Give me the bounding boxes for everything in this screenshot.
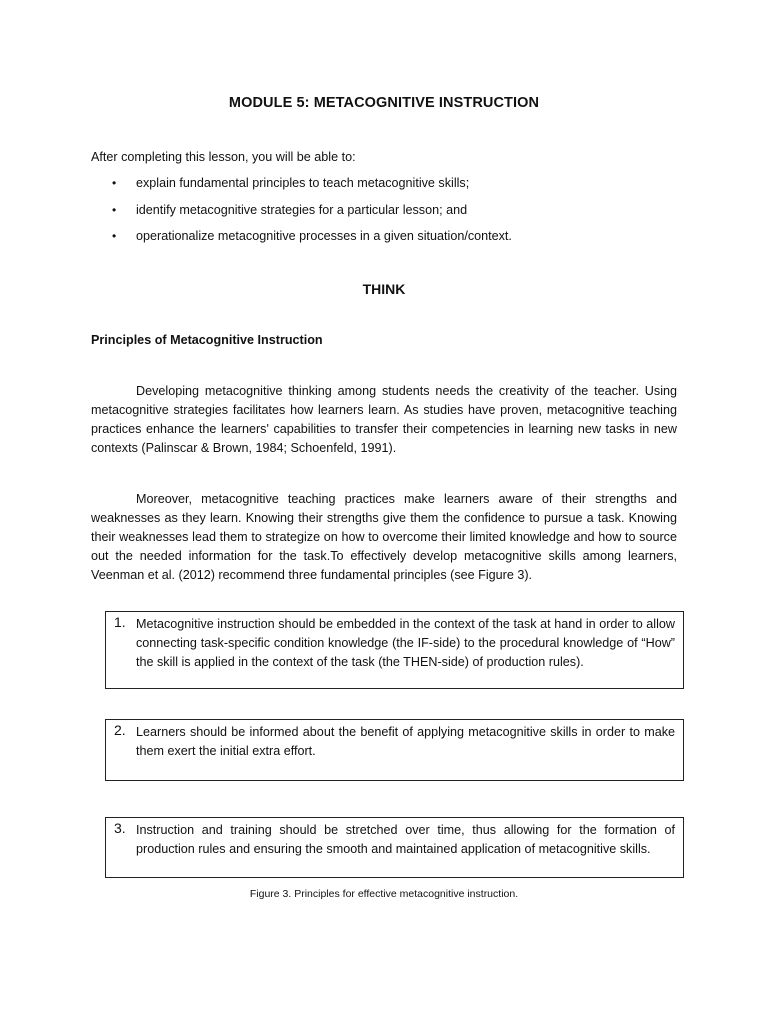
intro-text: After completing this lesson, you will be able to: <box>91 150 356 164</box>
paragraph: Moreover, metacognitive teaching practices make learners aware of their strengths and weaknesses as they learn. Knowing their strengths give them the confidence to pursue a task. Knowing their weaknesses lead them to strategize on how to overcome their limited knowledge and how to source out the needed information for the task.To effectively develop metacognitive skills among learners, Veenman et al. (2012) recommend three fundamental principles (see Figure 3). <box>91 492 677 582</box>
paragraph: Developing metacognitive thinking among students needs the creativity of the teacher. Using metacognitive strategies facilitates how learners learn. As studies have proven, metacognitive teaching practices enhance the learners' capabilities to transfer their competencies in learning new tasks in new contexts (Palinscar & Brown, 1984; Schoenfeld, 1991). <box>91 384 677 455</box>
objective-text: explain fundamental principles to teach metacognitive skills; <box>136 176 470 190</box>
bullet-icon: • <box>112 176 117 190</box>
objective-text: operationalize metacognitive processes in a given situation/context. <box>136 229 512 243</box>
list-item <box>91 174 691 201</box>
figure-caption: Figure 3. Principles for effective metacognitive instruction. <box>249 888 519 900</box>
section-heading: THINK <box>362 281 406 297</box>
objectives-list <box>91 174 691 254</box>
principle-text: Metacognitive instruction should be embedded in the context of the task at hand in order to allow connecting task-specific condition knowledge (the IF-side) to the procedural knowledge of “How” the skill is applied in the context of the task (the THEN-side) of production rules). <box>136 617 675 669</box>
principle-number: 1. <box>114 614 126 630</box>
list-item <box>91 227 691 254</box>
list-item <box>91 201 691 228</box>
principle-box <box>105 719 684 781</box>
principle-text: Learners should be informed about the benefit of applying metacognitive skills in order to make them exert the initial extra effort. <box>136 725 675 758</box>
principle-box <box>105 817 684 878</box>
principle-number: 2. <box>114 722 126 738</box>
page-title: MODULE 5: METACOGNITIVE INSTRUCTION <box>228 95 540 111</box>
subheading: Principles of Metacognitive Instruction <box>91 333 323 347</box>
bullet-icon: • <box>112 229 117 243</box>
bullet-icon: • <box>112 202 117 217</box>
principle-text: Instruction and training should be stretched over time, thus allowing for the formation of production rules and ensuring the smooth and maintained application of metacognitive skills. <box>136 823 675 856</box>
principle-box <box>105 611 684 689</box>
objective-text: identify metacognitive strategies for a particular lesson; and <box>136 202 468 217</box>
principle-number: 3. <box>114 820 126 836</box>
